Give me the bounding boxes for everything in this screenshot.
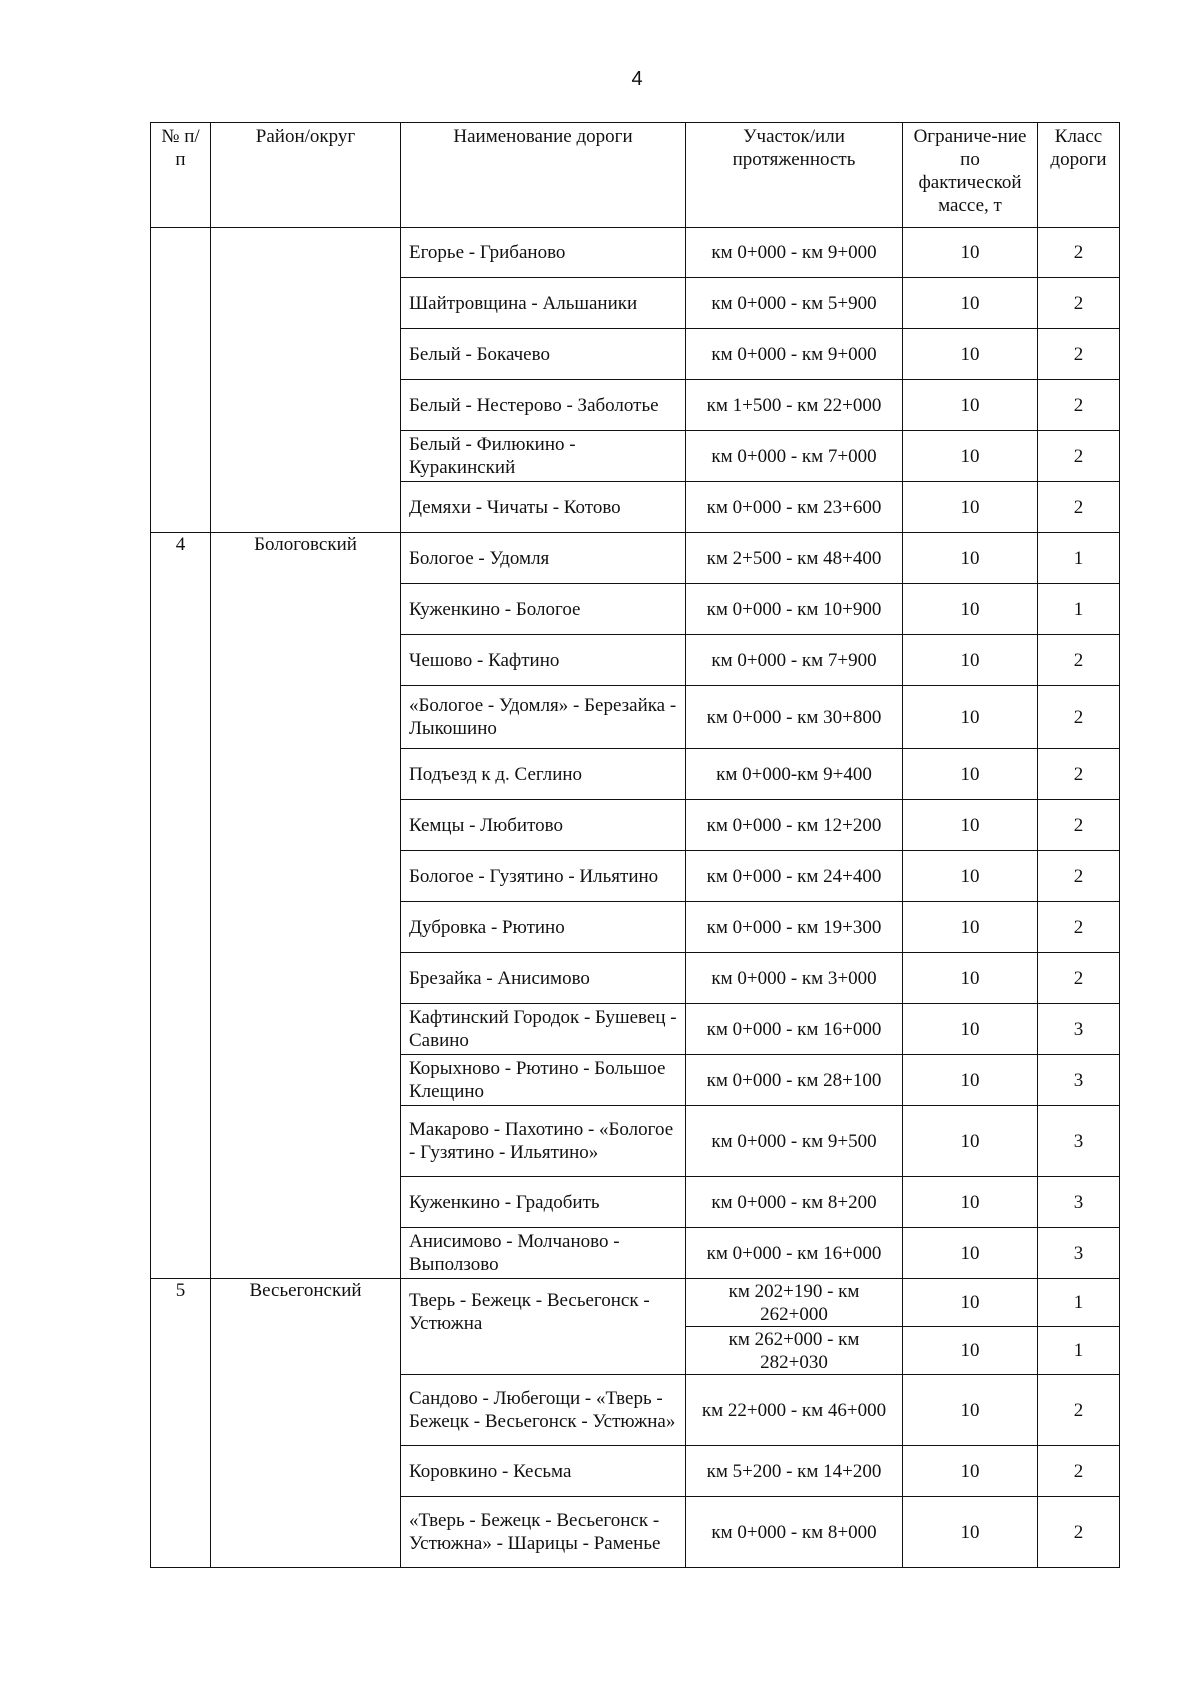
road-class: 2 [1038, 686, 1120, 749]
mass-limit: 10 [903, 851, 1038, 902]
mass-limit: 10 [903, 1228, 1038, 1279]
header-mass: Ограниче-ние по фактической массе, т [903, 123, 1038, 228]
road-class: 1 [1038, 1327, 1120, 1375]
road-class: 3 [1038, 1177, 1120, 1228]
mass-limit: 10 [903, 228, 1038, 278]
mass-limit: 10 [903, 1177, 1038, 1228]
road-name: Подъезд к д. Сеглино [401, 749, 686, 800]
road-section: км 22+000 - км 46+000 [686, 1375, 903, 1446]
road-section: км 1+500 - км 22+000 [686, 380, 903, 431]
road-class: 2 [1038, 851, 1120, 902]
table-header-row [151, 123, 1120, 228]
mass-limit: 10 [903, 635, 1038, 686]
mass-limit: 10 [903, 953, 1038, 1004]
road-name: Тверь - Бежецк - Весьегонск - Устюжна [401, 1279, 686, 1375]
table-row [151, 1279, 1120, 1327]
road-class: 2 [1038, 380, 1120, 431]
road-class: 2 [1038, 749, 1120, 800]
road-name: Белый - Бокачево [401, 329, 686, 380]
header-section: Участок/или протяженность [686, 123, 903, 228]
road-class: 2 [1038, 482, 1120, 533]
district-cell: Бологовский [211, 533, 401, 1279]
road-class: 2 [1038, 1375, 1120, 1446]
mass-limit: 10 [903, 329, 1038, 380]
mass-limit: 10 [903, 800, 1038, 851]
mass-limit: 10 [903, 431, 1038, 482]
road-name: Кемцы - Любитово [401, 800, 686, 851]
road-name: Демяхи - Чичаты - Котово [401, 482, 686, 533]
mass-limit: 10 [903, 1446, 1038, 1497]
road-section: км 0+000 - км 12+200 [686, 800, 903, 851]
road-class: 2 [1038, 228, 1120, 278]
road-name: Куженкино - Бологое [401, 584, 686, 635]
mass-limit: 10 [903, 686, 1038, 749]
mass-limit: 10 [903, 584, 1038, 635]
road-name: Макарово - Пахотино - «Бологое - Гузятино - Ильятино» [401, 1106, 686, 1177]
mass-limit: 10 [903, 1327, 1038, 1375]
district-cell: Весьегонский [211, 1279, 401, 1568]
num-cell: 4 [151, 533, 211, 1279]
road-name: Бологое - Гузятино - Ильятино [401, 851, 686, 902]
header-road: Наименование дороги [401, 123, 686, 228]
road-name: Белый - Филюкино - Куракинский [401, 431, 686, 482]
road-class: 2 [1038, 329, 1120, 380]
road-class: 2 [1038, 431, 1120, 482]
road-class: 3 [1038, 1228, 1120, 1279]
road-name: Корыхново - Рютино - Большое Клещино [401, 1055, 686, 1106]
road-section: км 0+000-км 9+400 [686, 749, 903, 800]
road-class: 2 [1038, 1497, 1120, 1568]
road-section: км 0+000 - км 8+000 [686, 1497, 903, 1568]
road-section: км 0+000 - км 16+000 [686, 1004, 903, 1055]
header-district: Район/округ [211, 123, 401, 228]
road-class: 1 [1038, 533, 1120, 584]
road-name: Дубровка - Рютино [401, 902, 686, 953]
district-cell [211, 228, 401, 533]
road-name: Кафтинский Городок - Бушевец - Савино [401, 1004, 686, 1055]
road-name: Бологое - Удомля [401, 533, 686, 584]
road-section: км 0+000 - км 5+900 [686, 278, 903, 329]
road-class: 3 [1038, 1106, 1120, 1177]
road-section: км 0+000 - км 9+000 [686, 329, 903, 380]
road-class: 2 [1038, 902, 1120, 953]
mass-limit: 10 [903, 533, 1038, 584]
road-section: км 0+000 - км 19+300 [686, 902, 903, 953]
road-section: км 0+000 - км 16+000 [686, 1228, 903, 1279]
road-class: 2 [1038, 800, 1120, 851]
road-section: км 0+000 - км 8+200 [686, 1177, 903, 1228]
mass-limit: 10 [903, 1279, 1038, 1327]
mass-limit: 10 [903, 1004, 1038, 1055]
road-section: км 202+190 - км 262+000 [686, 1279, 903, 1327]
num-cell: 5 [151, 1279, 211, 1568]
road-name: Шайтровщина - Альшаники [401, 278, 686, 329]
road-name: Сандово - Любегощи - «Тверь - Бежецк - Весьегонск - Устюжна» [401, 1375, 686, 1446]
road-section: км 0+000 - км 28+100 [686, 1055, 903, 1106]
road-class: 1 [1038, 1279, 1120, 1327]
road-class: 3 [1038, 1055, 1120, 1106]
road-section: км 0+000 - км 24+400 [686, 851, 903, 902]
road-name: Анисимово - Молчаново - Выползово [401, 1228, 686, 1279]
road-section: км 0+000 - км 9+500 [686, 1106, 903, 1177]
header-class: Класс дороги [1038, 123, 1120, 228]
road-name: «Тверь - Бежецк - Весьегонск - Устюжна» - Шарицы - Раменье [401, 1497, 686, 1568]
road-section: км 0+000 - км 10+900 [686, 584, 903, 635]
mass-limit: 10 [903, 1375, 1038, 1446]
road-section: км 0+000 - км 3+000 [686, 953, 903, 1004]
mass-limit: 10 [903, 1497, 1038, 1568]
mass-limit: 10 [903, 749, 1038, 800]
road-section: км 0+000 - км 30+800 [686, 686, 903, 749]
road-name: Егорье - Грибаново [401, 228, 686, 278]
road-name: Коровкино - Кесьма [401, 1446, 686, 1497]
road-section: км 0+000 - км 9+000 [686, 228, 903, 278]
road-class: 2 [1038, 953, 1120, 1004]
mass-limit: 10 [903, 380, 1038, 431]
mass-limit: 10 [903, 278, 1038, 329]
header-num: № п/п [151, 123, 211, 228]
roads-table [150, 122, 1120, 1568]
road-class: 2 [1038, 1446, 1120, 1497]
road-section: км 0+000 - км 7+000 [686, 431, 903, 482]
road-section: км 5+200 - км 14+200 [686, 1446, 903, 1497]
road-section: км 262+000 - км 282+030 [686, 1327, 903, 1375]
road-section: км 2+500 - км 48+400 [686, 533, 903, 584]
road-class: 2 [1038, 635, 1120, 686]
table-row [151, 533, 1120, 584]
mass-limit: 10 [903, 1106, 1038, 1177]
road-name: Брезайка - Анисимово [401, 953, 686, 1004]
table-row [151, 228, 1120, 278]
road-section: км 0+000 - км 23+600 [686, 482, 903, 533]
page-number: 4 [631, 68, 643, 90]
road-name: Куженкино - Градобить [401, 1177, 686, 1228]
road-name: Белый - Нестерово - Заболотье [401, 380, 686, 431]
mass-limit: 10 [903, 482, 1038, 533]
mass-limit: 10 [903, 902, 1038, 953]
num-cell [151, 228, 211, 533]
road-class: 1 [1038, 584, 1120, 635]
road-class: 2 [1038, 278, 1120, 329]
road-name: «Бологое - Удомля» - Березайка - Лыкошино [401, 686, 686, 749]
road-name: Чешово - Кафтино [401, 635, 686, 686]
road-section: км 0+000 - км 7+900 [686, 635, 903, 686]
mass-limit: 10 [903, 1055, 1038, 1106]
road-class: 3 [1038, 1004, 1120, 1055]
